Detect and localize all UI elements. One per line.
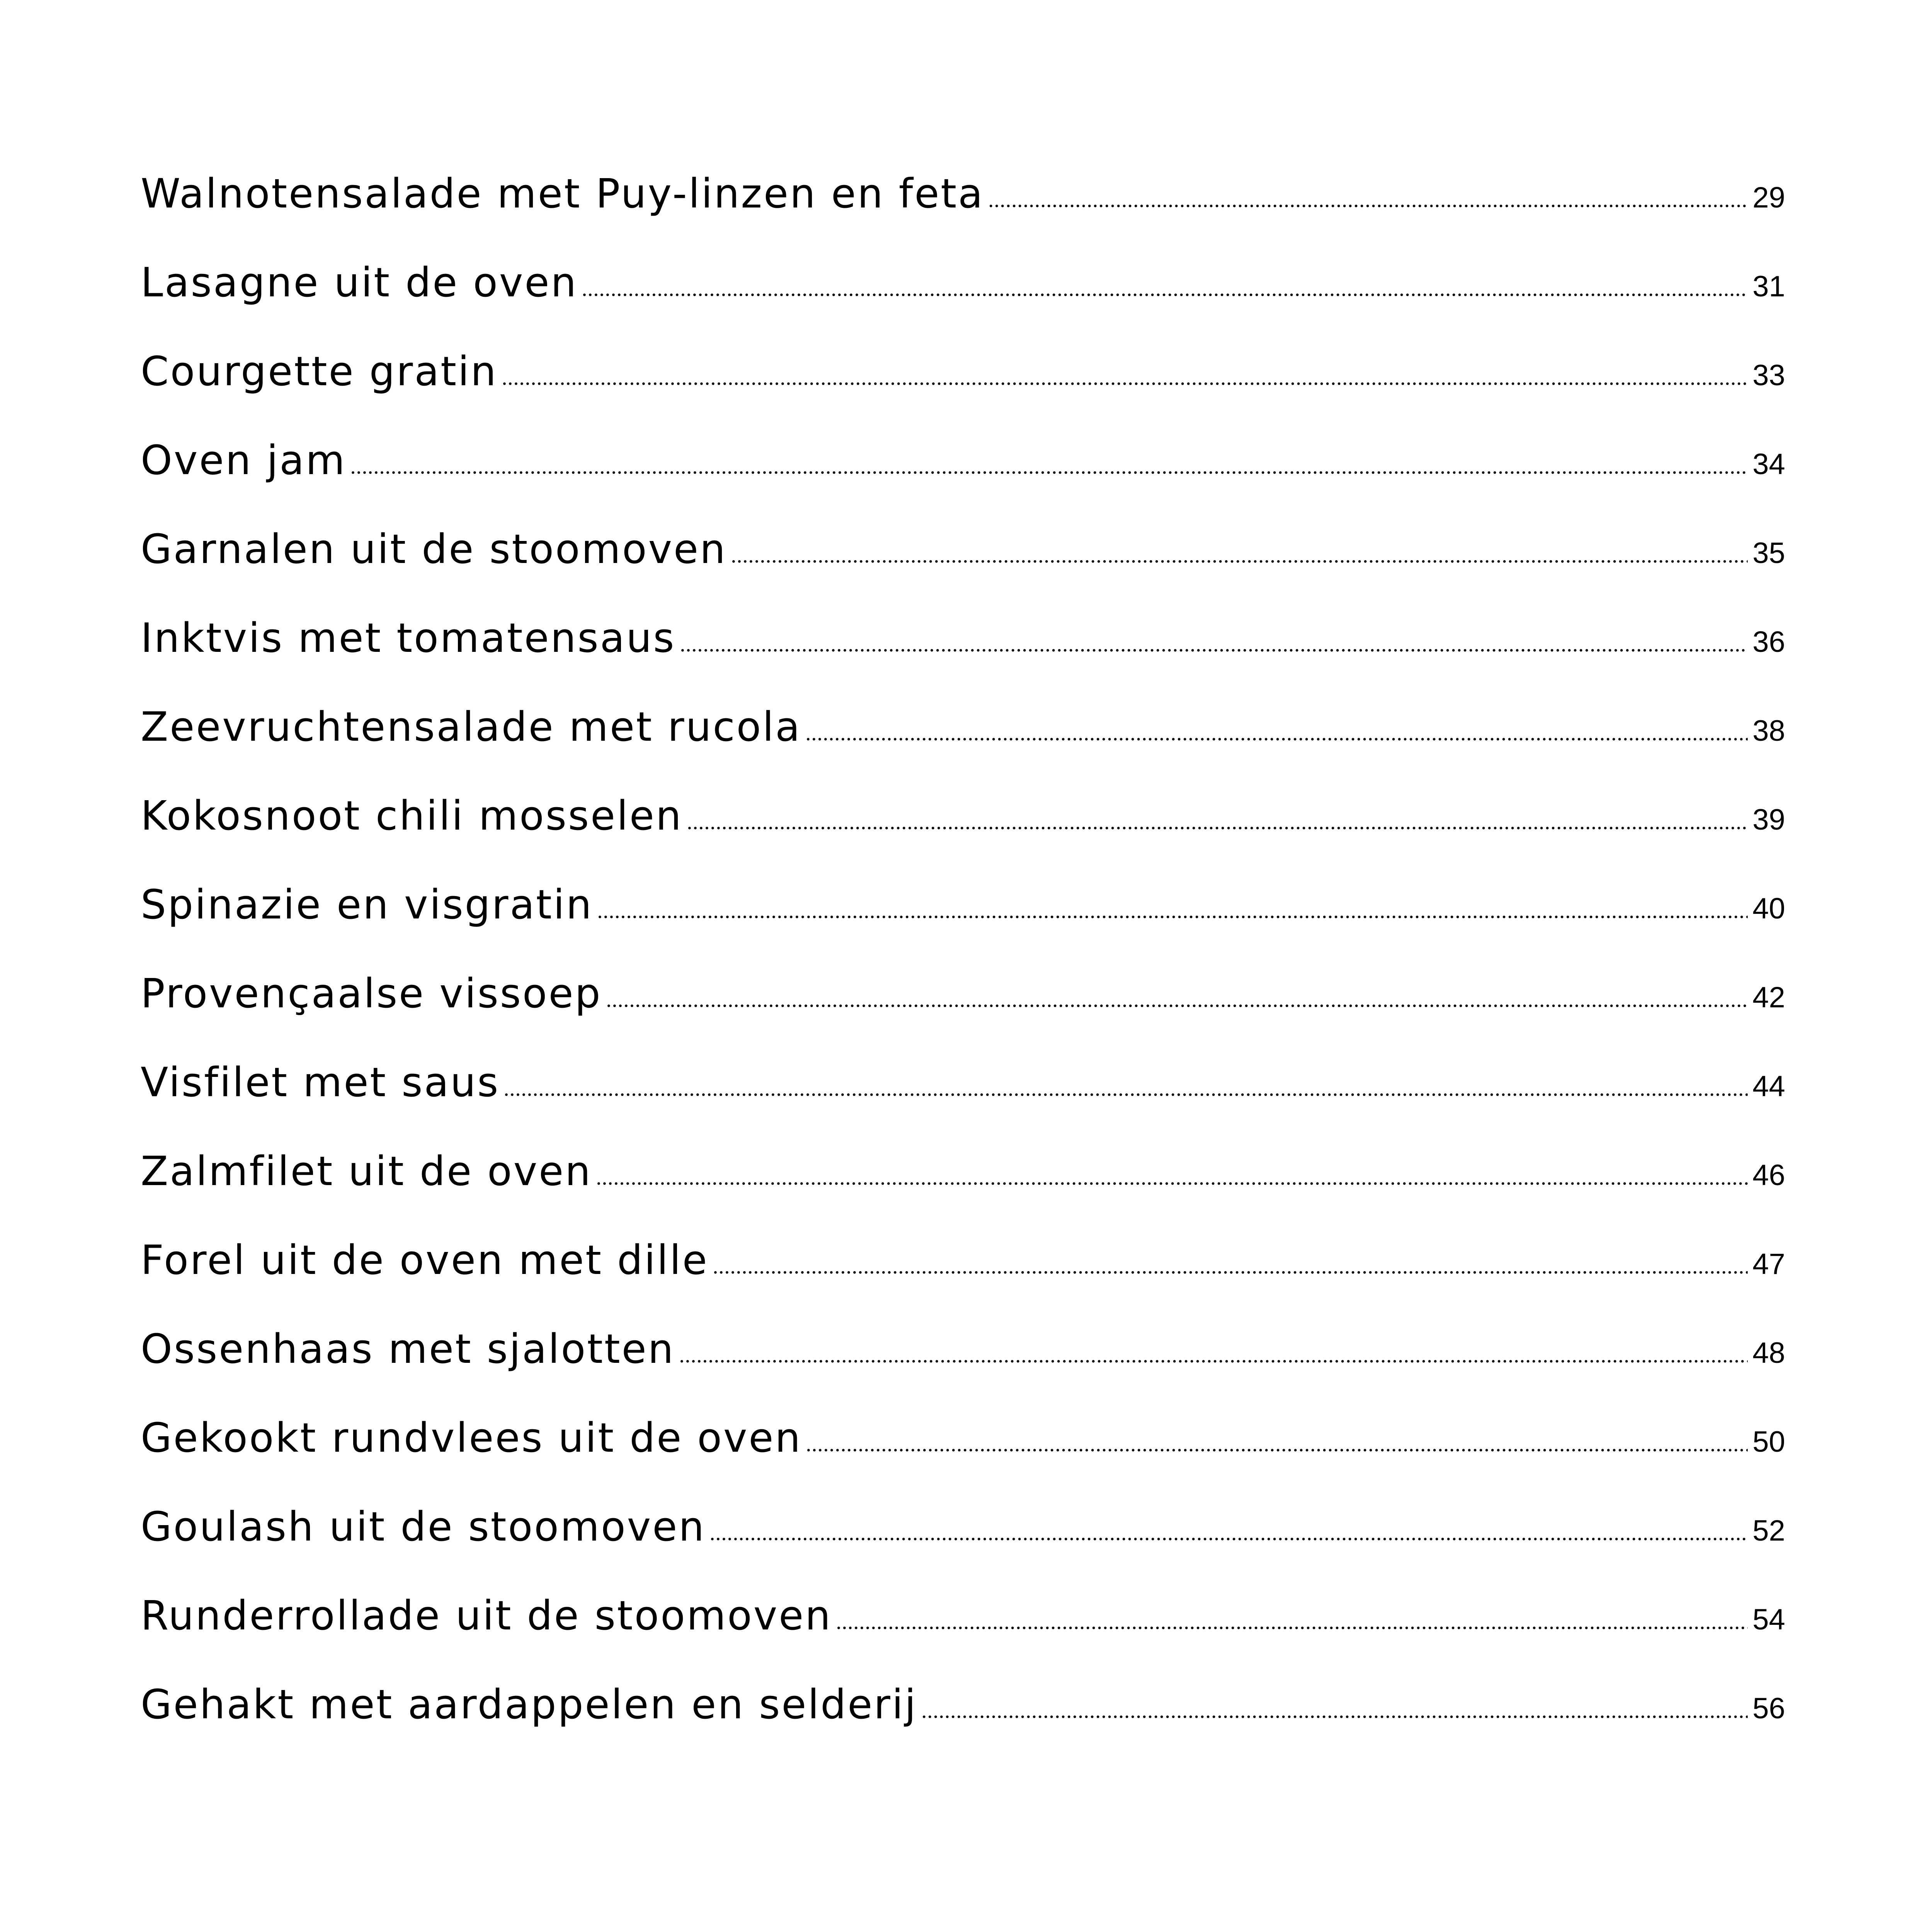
toc-entry-page-number: 52	[1752, 1514, 1785, 1547]
toc-entry-page-number: 46	[1752, 1159, 1785, 1192]
toc-entry-title: Gehakt met aardappelen en selderij	[141, 1681, 917, 1728]
toc-entry[interactable]	[141, 1236, 1785, 1325]
dot-leader	[597, 915, 1748, 918]
toc-entry-page-number: 34	[1752, 448, 1785, 481]
toc-entry-page-number: 56	[1752, 1692, 1785, 1725]
toc-entry-page-number: 36	[1752, 626, 1785, 658]
table-of-contents	[141, 170, 1785, 1770]
toc-entry-page-number: 29	[1752, 181, 1785, 214]
toc-entry-title: Visfilet met saus	[141, 1059, 500, 1106]
dot-leader	[679, 1360, 1748, 1363]
toc-entry-page-number: 31	[1752, 270, 1785, 303]
toc-entry-title: Ossenhaas met sjalotten	[141, 1325, 675, 1372]
toc-entry-page-number: 44	[1752, 1070, 1785, 1103]
toc-entry-title: Walnotensalade met Puy-linzen en feta	[141, 170, 985, 217]
dot-leader	[582, 293, 1748, 296]
dot-leader	[680, 649, 1748, 652]
toc-entry-page-number: 54	[1752, 1603, 1785, 1636]
toc-entry[interactable]	[141, 526, 1785, 614]
toc-entry-page-number: 33	[1752, 359, 1785, 392]
toc-entry[interactable]	[141, 881, 1785, 970]
dot-leader	[687, 827, 1748, 830]
toc-entry-title: Forel uit de oven met dille	[141, 1236, 709, 1284]
toc-entry-title: Zalmfilet uit de oven	[141, 1148, 592, 1195]
toc-entry[interactable]	[141, 1681, 1785, 1770]
toc-entry-page-number: 47	[1752, 1248, 1785, 1281]
toc-entry[interactable]	[141, 1503, 1785, 1592]
toc-entry[interactable]	[141, 170, 1785, 259]
toc-entry-title: Oven jam	[141, 437, 347, 484]
toc-entry-page-number: 50	[1752, 1425, 1785, 1458]
toc-entry-title: Runderrollade uit de stoomoven	[141, 1592, 832, 1639]
dot-leader	[921, 1715, 1748, 1718]
dot-leader	[806, 1449, 1748, 1452]
dot-leader	[709, 1537, 1748, 1541]
dot-leader	[606, 1004, 1748, 1007]
toc-entry-title: Goulash uit de stoomoven	[141, 1503, 706, 1550]
toc-entry-page-number: 38	[1752, 714, 1785, 747]
toc-entry[interactable]	[141, 1059, 1785, 1148]
toc-entry-title: Lasagne uit de oven	[141, 259, 578, 306]
dot-leader	[596, 1182, 1748, 1185]
toc-entry-title: Inktvis met tomatensaus	[141, 614, 676, 662]
dot-leader	[502, 382, 1748, 385]
toc-entry[interactable]	[141, 1414, 1785, 1503]
toc-entry[interactable]	[141, 348, 1785, 437]
dot-leader	[836, 1626, 1748, 1629]
dot-leader	[350, 471, 1748, 474]
toc-entry-title: Kokosnoot chili mosselen	[141, 792, 683, 839]
dot-leader	[503, 1093, 1748, 1096]
toc-entry-title: Zeevruchtensalade met rucola	[141, 703, 802, 750]
toc-entry-page-number: 39	[1752, 803, 1785, 836]
toc-entry[interactable]	[141, 437, 1785, 526]
toc-entry-page-number: 35	[1752, 537, 1785, 570]
toc-entry[interactable]	[141, 1325, 1785, 1414]
toc-entry-title: Gekookt rundvlees uit de oven	[141, 1414, 802, 1461]
toc-entry-page-number: 40	[1752, 892, 1785, 925]
dot-leader	[713, 1271, 1748, 1274]
dot-leader	[988, 204, 1748, 207]
toc-entry-title: Spinazie en visgratin	[141, 881, 593, 928]
toc-entry[interactable]	[141, 792, 1785, 881]
toc-entry[interactable]	[141, 703, 1785, 792]
toc-entry-title: Provençaalse vissoep	[141, 970, 602, 1017]
toc-entry-page-number: 42	[1752, 981, 1785, 1014]
toc-entry[interactable]	[141, 614, 1785, 703]
dot-leader	[731, 560, 1748, 563]
toc-entry[interactable]	[141, 259, 1785, 348]
toc-entry[interactable]	[141, 970, 1785, 1059]
toc-entry[interactable]	[141, 1148, 1785, 1236]
toc-entry-page-number: 48	[1752, 1337, 1785, 1369]
toc-entry-title: Courgette gratin	[141, 348, 498, 395]
dot-leader	[805, 738, 1748, 741]
toc-entry-title: Garnalen uit de stoomoven	[141, 526, 727, 573]
toc-entry[interactable]	[141, 1592, 1785, 1681]
